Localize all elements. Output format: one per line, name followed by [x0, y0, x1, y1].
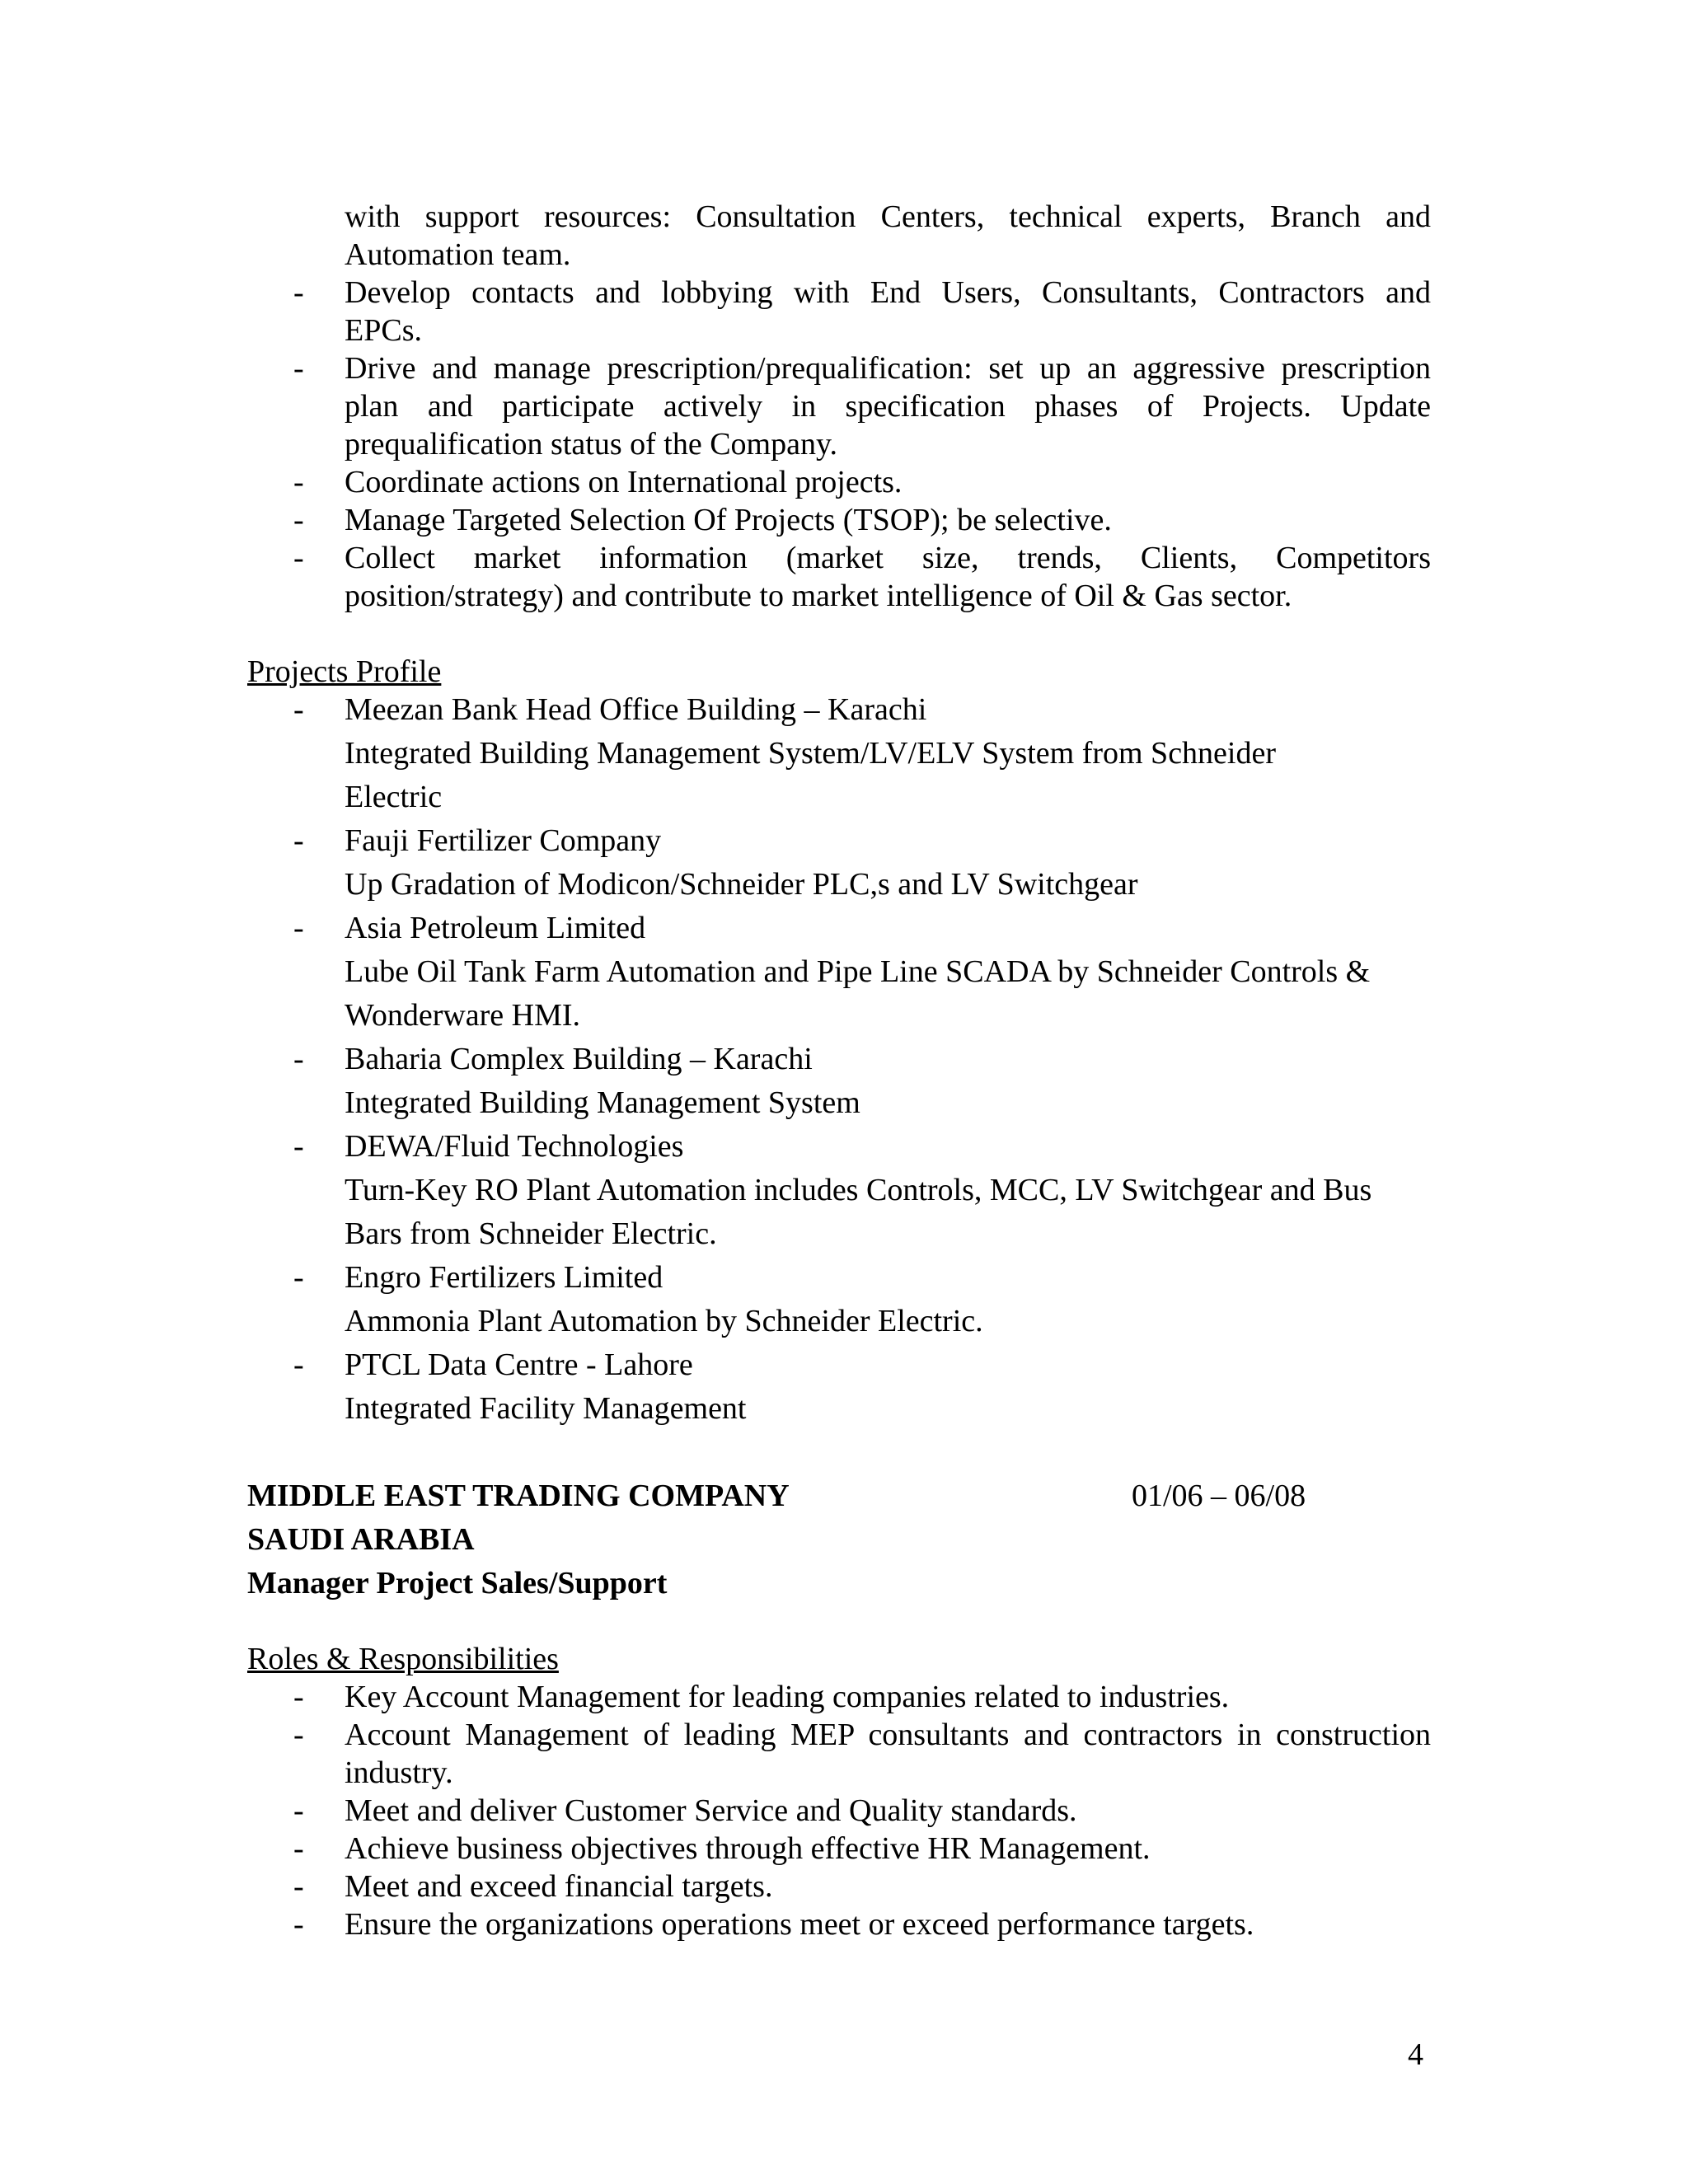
- project-description: Wonderware HMI.: [345, 998, 581, 1033]
- bullet-dash: -: [293, 1129, 304, 1164]
- bullet-dash: -: [293, 1718, 304, 1752]
- bullet-dash: -: [293, 275, 304, 310]
- employer-country: SAUDI ARABIA: [247, 1522, 475, 1557]
- bullet-dash: -: [293, 503, 304, 537]
- employer-company: MIDDLE EAST TRADING COMPANY: [247, 1479, 790, 1513]
- page-number: 4: [1408, 2037, 1423, 2072]
- project-name: PTCL Data Centre - Lahore: [345, 1347, 693, 1382]
- project-name: Meezan Bank Head Office Building – Karachi: [345, 692, 927, 727]
- responsibility-line: EPCs.: [345, 313, 422, 348]
- bullet-dash: -: [293, 1042, 304, 1076]
- role-line: Meet and deliver Customer Service and Quality standards.: [345, 1793, 1077, 1828]
- project-description: Integrated Building Management System: [345, 1085, 860, 1120]
- project-description: Bars from Schneider Electric.: [345, 1216, 717, 1251]
- bullet-dash: -: [293, 1907, 304, 1942]
- role-line: Key Account Management for leading companies related to industries.: [345, 1680, 1230, 1714]
- role-line: Meet and exceed financial targets.: [345, 1869, 773, 1904]
- project-description: Lube Oil Tank Farm Automation and Pipe Line SCADA by Schneider Controls &: [345, 954, 1371, 989]
- bullet-dash: -: [293, 1869, 304, 1904]
- job-title: Manager Project Sales/Support: [247, 1566, 668, 1601]
- project-name: Baharia Complex Building – Karachi: [345, 1042, 813, 1076]
- bullet-dash: -: [293, 1793, 304, 1828]
- responsibility-line: position/strategy) and contribute to market intelligence of Oil & Gas sector.: [345, 579, 1292, 613]
- projects-profile-heading: Projects Profile: [247, 654, 442, 689]
- roles-heading: Roles & Responsibilities: [247, 1642, 559, 1676]
- project-description: Turn-Key RO Plant Automation includes Controls, MCC, LV Switchgear and Bus: [345, 1173, 1372, 1207]
- bullet-dash: -: [293, 823, 304, 858]
- project-description: Electric: [345, 780, 443, 814]
- project-description: Ammonia Plant Automation by Schneider Electric.: [345, 1304, 983, 1338]
- project-name: Engro Fertilizers Limited: [345, 1260, 663, 1295]
- role-line: industry.: [345, 1755, 453, 1790]
- bullet-dash: -: [293, 1831, 304, 1866]
- continuation-line: Automation team.: [345, 237, 571, 272]
- bullet-dash: -: [293, 692, 304, 727]
- project-name: Fauji Fertilizer Company: [345, 823, 662, 858]
- role-line: Account Management of leading MEP consultants and contractors in construction: [345, 1718, 1431, 1752]
- bullet-dash: -: [293, 911, 304, 945]
- bullet-dash: -: [293, 351, 304, 386]
- bullet-dash: -: [293, 1260, 304, 1295]
- role-line: Ensure the organizations operations meet or exceed performance targets.: [345, 1907, 1254, 1942]
- bullet-dash: -: [293, 1347, 304, 1382]
- responsibility-line: Collect market information (market size, trends, Clients, Competitors: [345, 541, 1431, 575]
- bullet-dash: -: [293, 541, 304, 575]
- responsibility-line: prequalification status of the Company.: [345, 427, 837, 462]
- responsibility-line: Drive and manage prescription/prequalification: set up an aggressive prescription: [345, 351, 1431, 386]
- responsibility-line: plan and participate actively in specification phases of Projects. Update: [345, 389, 1431, 424]
- project-description: Integrated Facility Management: [345, 1391, 747, 1426]
- bullet-dash: -: [293, 1680, 304, 1714]
- employment-dates: 01/06 – 06/08: [1132, 1479, 1306, 1513]
- project-name: DEWA/Fluid Technologies: [345, 1129, 684, 1164]
- project-description: Up Gradation of Modicon/Schneider PLC,s and LV Switchgear: [345, 867, 1138, 902]
- project-description: Integrated Building Management System/LV/ELV System from Schneider: [345, 736, 1276, 771]
- responsibility-line: Manage Targeted Selection Of Projects (TSOP); be selective.: [345, 503, 1112, 537]
- continuation-line: with support resources: Consultation Centers, technical experts, Branch and: [345, 199, 1431, 234]
- responsibility-line: Develop contacts and lobbying with End Users, Consultants, Contractors and: [345, 275, 1431, 310]
- role-line: Achieve business objectives through effective HR Management.: [345, 1831, 1151, 1866]
- responsibility-line: Coordinate actions on International projects.: [345, 465, 903, 499]
- bullet-dash: -: [293, 465, 304, 499]
- project-name: Asia Petroleum Limited: [345, 911, 646, 945]
